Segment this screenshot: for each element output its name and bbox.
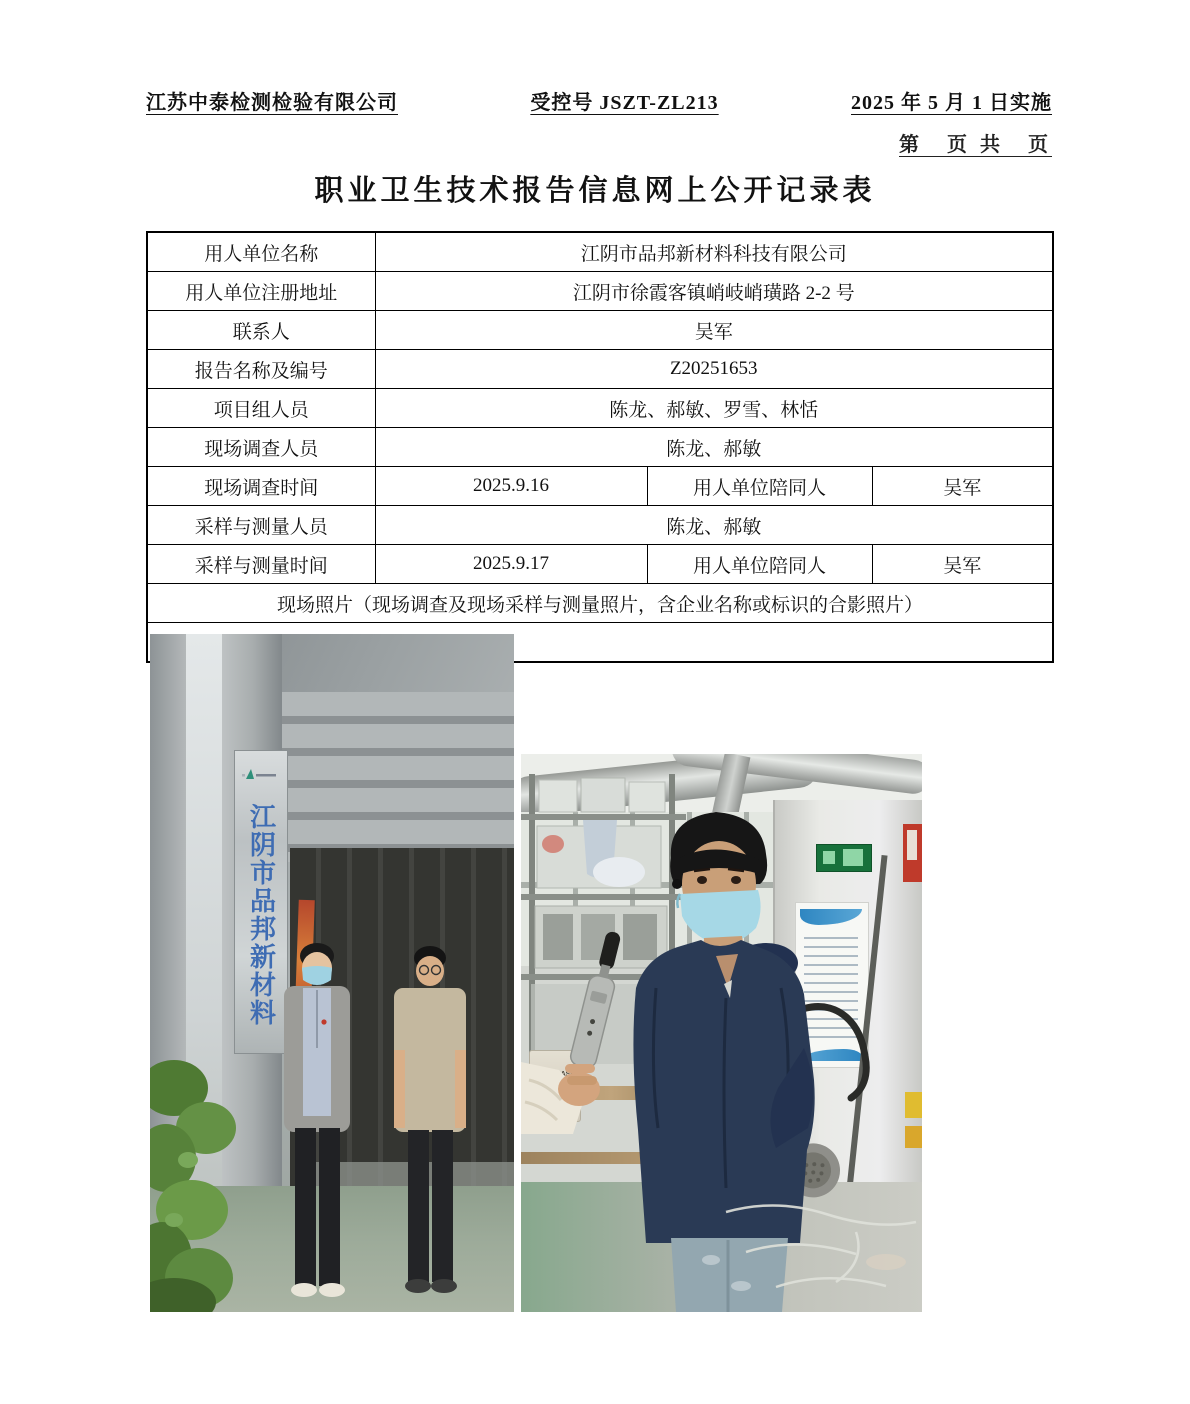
label-survey-staff: 现场调查人员 <box>147 428 375 467</box>
value-sampling-staff: 陈龙、郝敏 <box>375 506 1053 545</box>
site-photo-entrance <box>150 634 514 1312</box>
value-employer-name: 江阴市品邦新材料科技有限公司 <box>375 232 1053 272</box>
record-table <box>146 231 1054 1027</box>
label-survey-date: 现场调查时间 <box>147 467 375 506</box>
sound-level-meter <box>569 929 628 1069</box>
table-row <box>147 506 1053 545</box>
table-row <box>147 272 1053 311</box>
value-survey-staff: 陈龙、郝敏 <box>375 428 1053 467</box>
table-row <box>147 467 1053 506</box>
site-photo-measurement <box>521 754 922 1312</box>
label-employer-name: 用人单位名称 <box>147 232 375 272</box>
label-sampling-escort: 用人单位陪同人 <box>647 545 872 584</box>
value-employer-address: 江阴市徐霞客镇峭岐峭璜路 2-2 号 <box>375 272 1053 311</box>
value-report-no: Z20251653 <box>375 350 1053 389</box>
yellow-warning-label <box>905 1126 922 1148</box>
value-sampling-date: 2025.9.17 <box>375 545 647 584</box>
red-safety-sign <box>903 824 922 882</box>
header-control-no: 受控号 JSZT-ZL213 <box>530 92 719 114</box>
table-row <box>147 584 1053 623</box>
photo-caption: 现场照片（现场调查及现场采样与测量照片，含企业名称或标识的合影照片） <box>147 584 1053 623</box>
flame-retardant-logo-icon <box>240 767 280 781</box>
header-company: 江苏中泰检测检验有限公司 <box>146 92 398 114</box>
value-sampling-escort: 吴军 <box>872 545 1053 584</box>
yellow-warning-label <box>905 1092 922 1118</box>
table-row <box>147 350 1053 389</box>
table-row-photos <box>147 623 1053 663</box>
header-implement-date: 2025 年 5 月 1 日实施 <box>851 92 1052 114</box>
label-sampling-staff: 采样与测量人员 <box>147 506 375 545</box>
company-sign-vertical-text: 江阴市品邦新材料 <box>246 803 276 1027</box>
document-header <box>146 86 1052 115</box>
value-survey-date: 2025.9.16 <box>375 467 647 506</box>
building-beams <box>268 692 514 862</box>
table-row <box>147 311 1053 350</box>
bush-plant <box>150 1030 266 1312</box>
label-contact-person: 联系人 <box>147 311 375 350</box>
value-project-team: 陈龙、郝敏、罗雪、林恬 <box>375 389 1053 428</box>
document-title: 职业卫生技术报告信息网上公开记录表 <box>314 175 876 207</box>
table-row <box>147 428 1053 467</box>
surveyor-figure <box>284 943 350 1297</box>
value-survey-escort: 吴军 <box>872 467 1053 506</box>
table-row <box>147 232 1053 272</box>
page-number-line-wrap <box>146 128 1052 157</box>
hand-with-sound-meter <box>521 904 671 1134</box>
table-row <box>147 545 1053 584</box>
label-project-team: 项目组人员 <box>147 389 375 428</box>
label-sampling-date: 采样与测量时间 <box>147 545 375 584</box>
group-photo-figures <box>262 930 487 1312</box>
label-employer-address: 用人单位注册地址 <box>147 272 375 311</box>
table-row <box>147 389 1053 428</box>
employer-figure <box>394 946 466 1293</box>
label-survey-escort: 用人单位陪同人 <box>647 467 872 506</box>
page-number-line: 第 页 共 页 <box>899 134 1052 156</box>
value-contact-person: 吴军 <box>375 311 1053 350</box>
floor-dust-marks <box>716 1192 922 1307</box>
photo-cell <box>147 623 1053 1027</box>
label-report-no: 报告名称及编号 <box>147 350 375 389</box>
